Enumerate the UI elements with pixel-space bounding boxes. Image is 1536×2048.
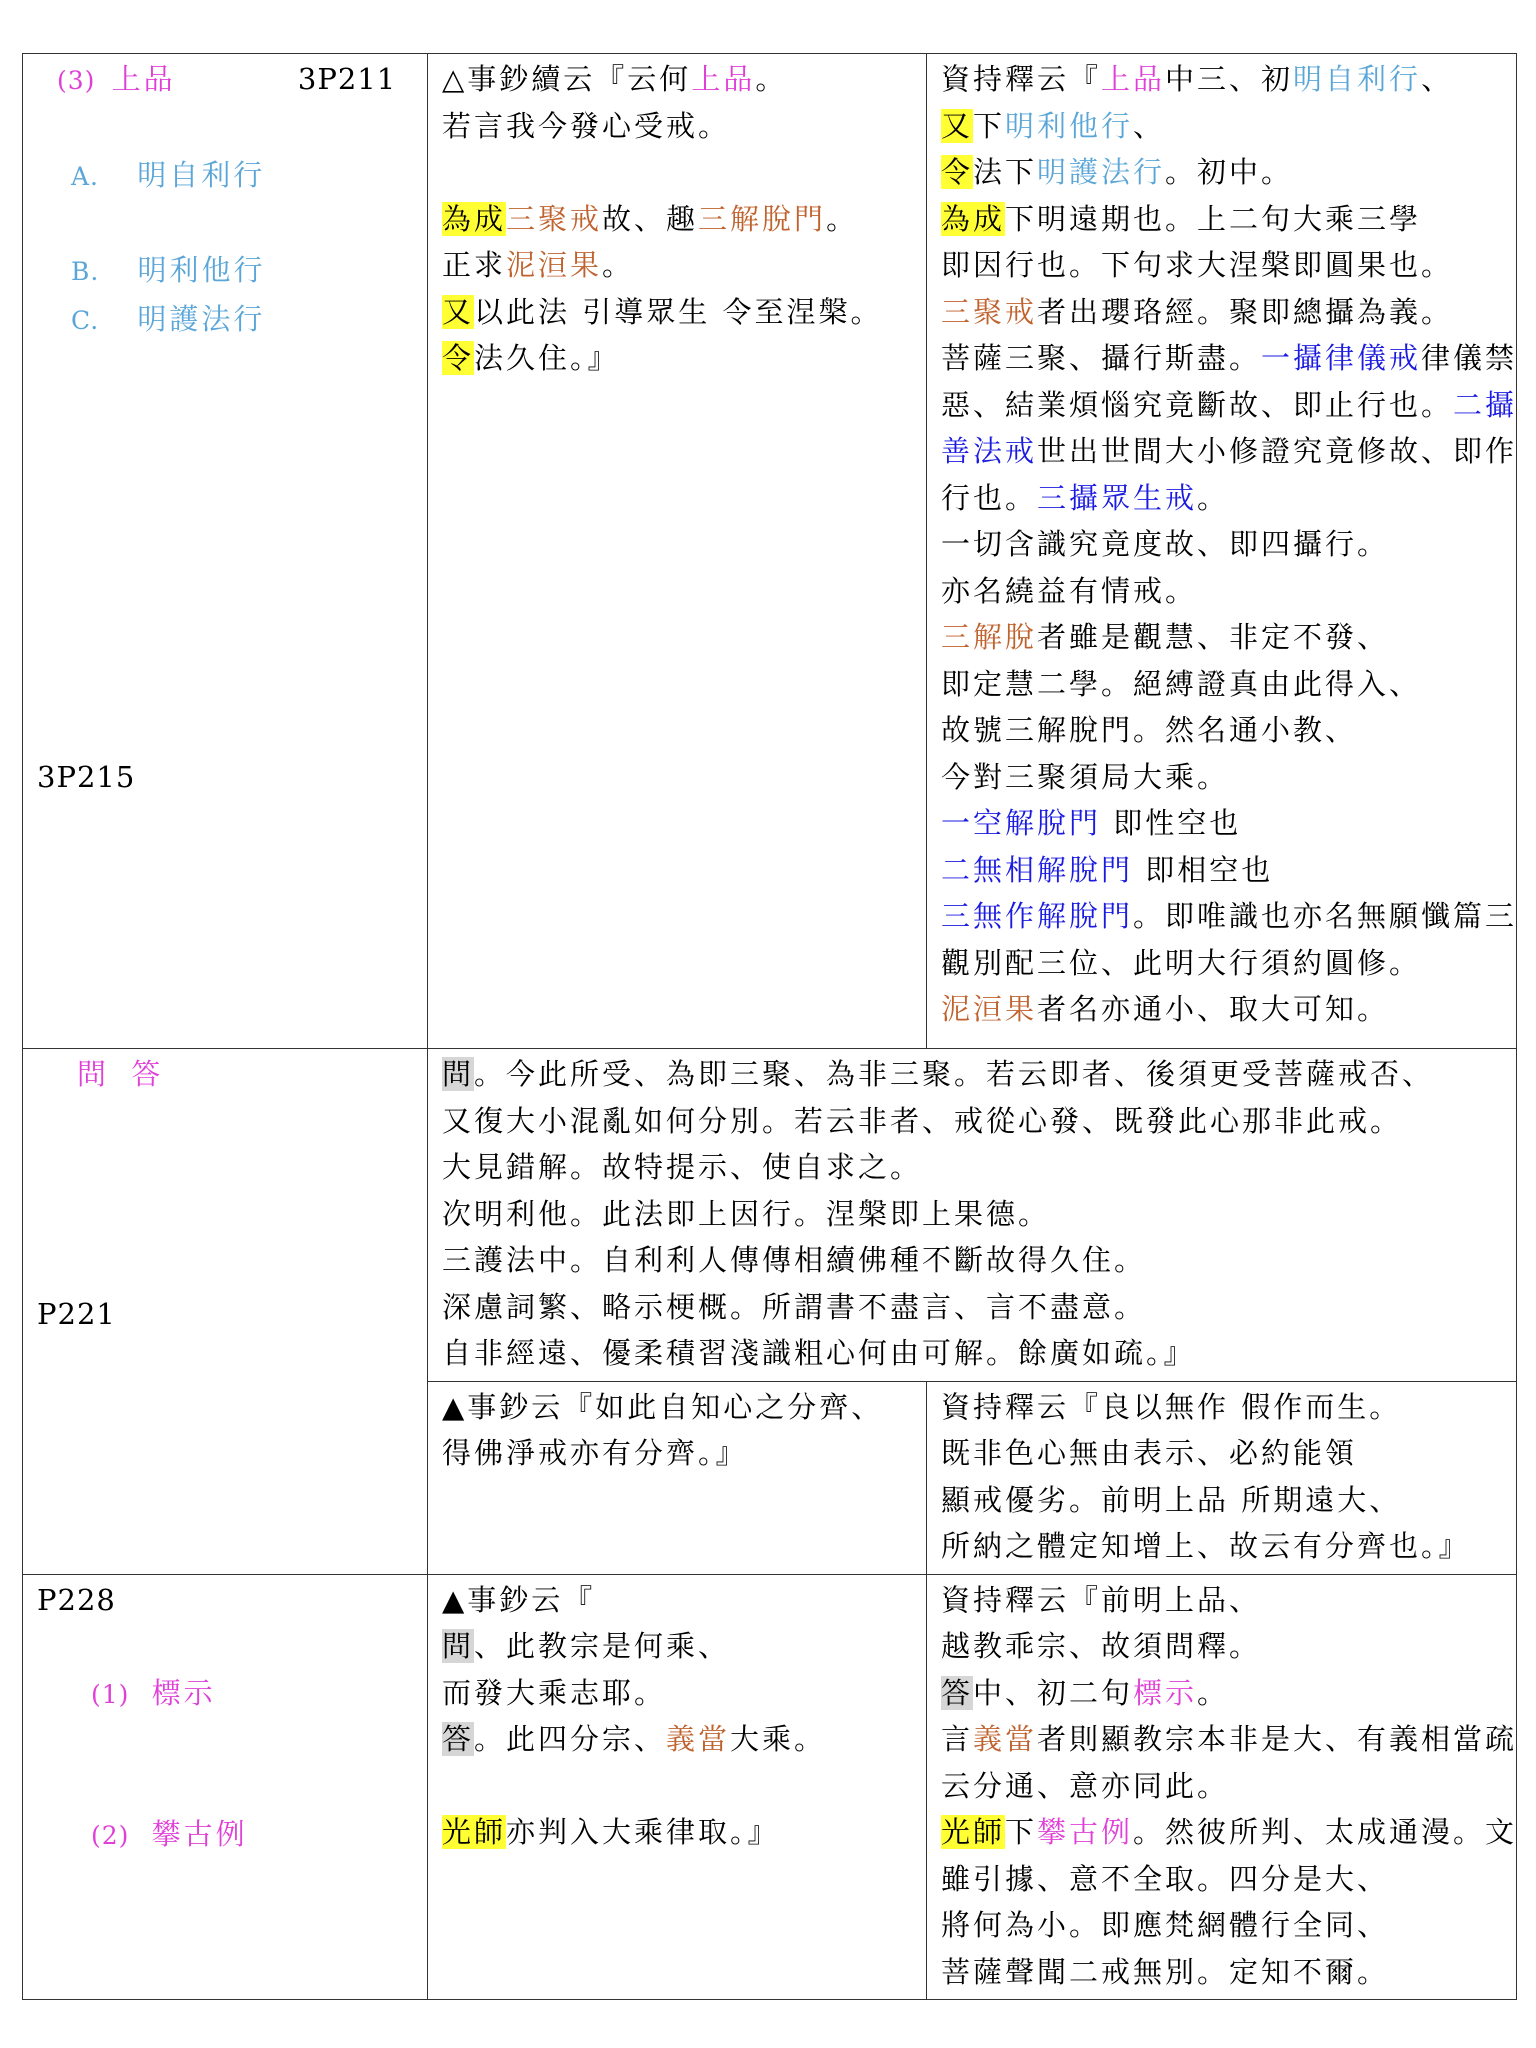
row-upper-grade — [23, 54, 1517, 1049]
commentary-cell-2: 資持釋云『良以無作 假作而生。 既非色心無由表示、必約能領 顯戒優劣。前明上品 所期遠大、 所納之體定知增上、故云有分齊也。』 — [927, 1381, 1517, 1574]
page-ref: 3P211 — [297, 62, 397, 96]
row-vehicle — [23, 1574, 1517, 2000]
commentary-cell-3: 資持釋云『前明上品、 越教乖宗、故須問釋。 答中、初二句標示。 言義當者則顯教宗本非是大、有義相當疏 云分通、意亦同此。 光師下攀古例。然彼所判、太成通漫。文 雖引據、意不全取。四分是大、 將何為小。即應梵網體行全同、 菩薩聲聞二戒無別。定知不爾。 — [927, 1574, 1517, 2000]
outline-item-a: A. 明自利行 — [71, 158, 266, 192]
commentary-cell-1: 資持釋云『上品中三、初明自利行、 又下明利他行、 令法下明護法行。初中。 為成下明遠期也。上二句大乘三學 即因行也。下句求大涅槃即圓果也。 三聚戒者出瓔珞經。聚即總攝為義。 菩薩三聚、攝行斯盡。一攝律儀戒律儀禁 惡、結業煩惱究竟斷故、即止行也。二攝 善法戒世出世間大小修證究竟修故、即作 行也。三攝眾生戒。 一切含識究竟度故、即四攝行。 亦名繞益有情戒。 三解脫者雖是觀慧、非定不發、 即定慧二學。絕縛證真由此得入、 故號三解脫門。然名通小教、 今對三聚須局大乘。 一空解脫門 即性空也 二無相解脫門 即相空也 三無作解脫門。即唯識也亦名無願懺篇三 觀別配三位、此明大行須約圓修。 泥洹果者名亦通小、取大可知。 — [927, 54, 1517, 1049]
commentary-table — [22, 53, 1517, 2000]
outline-cell-3 — [23, 1574, 428, 2000]
outline-item-c: C. 明護法行 — [71, 301, 266, 336]
outline-item-2: (2) 攀古例 — [91, 1817, 248, 1851]
vinaya-text-cell-3: ▲事鈔云『 問、此教宗是何乘、 而發大乘志耶。 答。此四分宗、義當大乘。 光師亦判入大乘律取。』 — [428, 1574, 927, 2000]
vinaya-text-cell-1: △事鈔續云『云何上品。 若言我今發心受戒。 為成三聚戒故、趣三解脫門。 正求泥洹果。 又以此法 引導眾生 令至涅槃。 令法久住。』 — [428, 54, 927, 1049]
vinaya-text-cell-2: ▲事鈔云『如此自知心之分齊、 得佛淨戒亦有分齊。』 — [428, 1381, 927, 1574]
outline-heading: (3) 上品 3P211 — [57, 62, 397, 96]
page-ref: P221 — [37, 1297, 116, 1331]
outline-cell-1 — [23, 54, 428, 1049]
outline-cell-2 — [23, 1049, 428, 1575]
page-ref: 3P215 — [37, 760, 136, 794]
page-ref: P228 — [37, 1582, 116, 1617]
qa-heading: 問 答 — [77, 1057, 169, 1091]
outline-item-1: (1) 標示 — [91, 1675, 216, 1710]
row-qa — [23, 1049, 1517, 1382]
qa-text-cell: 問。今此所受、為即三聚、為非三聚。若云即者、後須更受菩薩戒否、 又復大小混亂如何分別。若云非者、戒從心發、既發此心那非此戒。 大見錯解。故特提示、使自求之。 次明利他。此法即上因行。涅槃即上果德。 三護法中。自利利人傳傳相續佛種不斷故得久住。 深慮詞繁、略示梗概。所謂書不盡言、言不盡意。 自非經遠、優柔積習淺識粗心何由可解。餘廣如疏。』 — [428, 1049, 1517, 1382]
outline-item-b: B. 明利他行 — [71, 253, 266, 287]
